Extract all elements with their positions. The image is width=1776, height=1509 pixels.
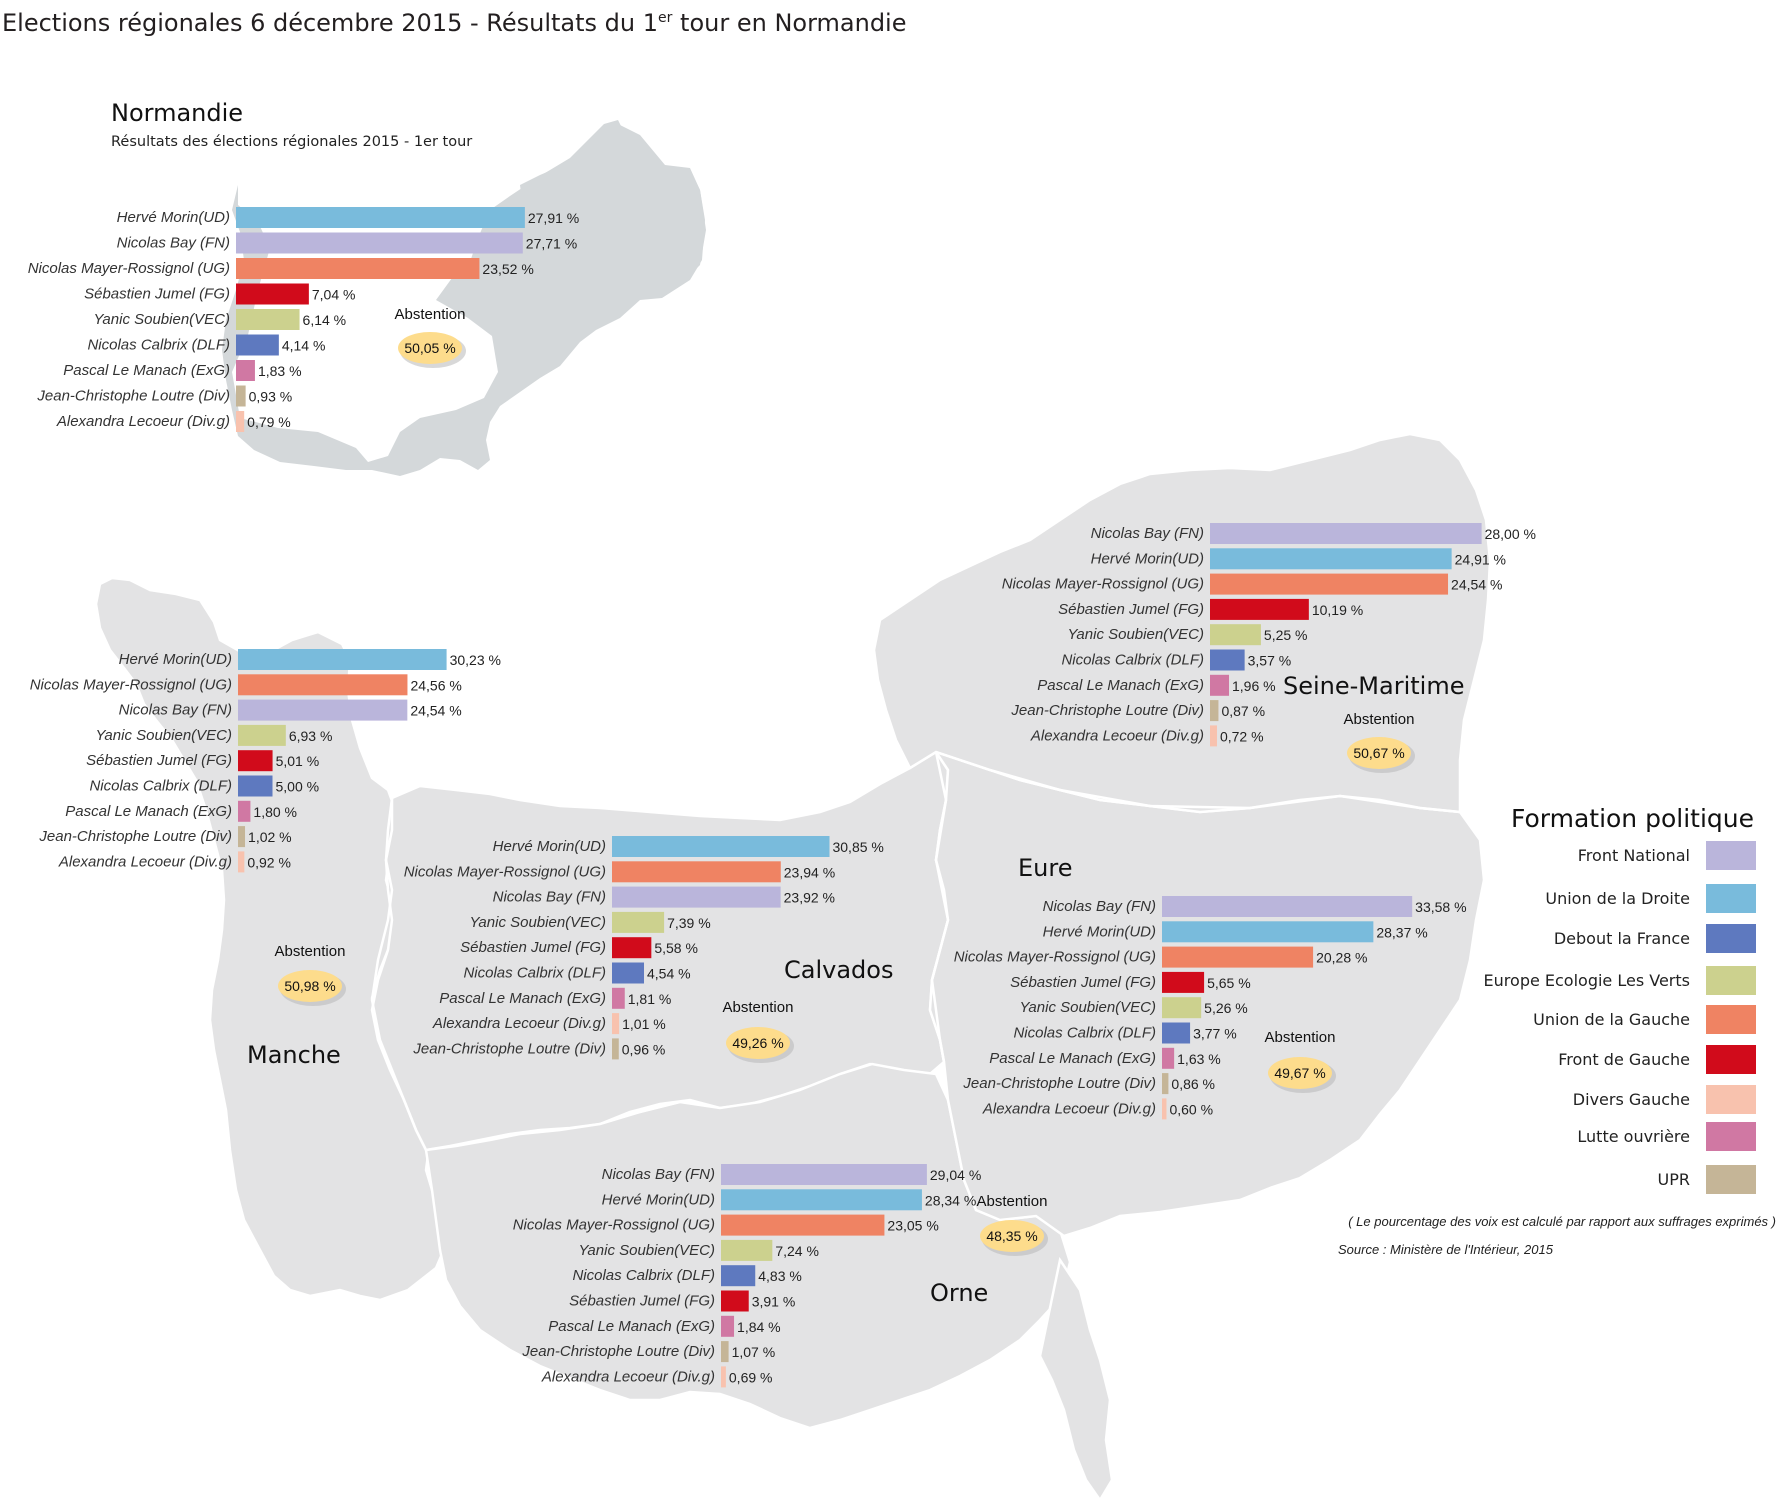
legend-label-front-de-gauche: Front de Gauche <box>1558 1050 1690 1069</box>
candidate-label-eure-2: Nicolas Mayer-Rossignol (UG) <box>953 948 1156 966</box>
bar-orne-nicolas-calbrix-dlf <box>721 1265 755 1286</box>
bar-calvados-nicolas-bay-fn <box>612 887 781 908</box>
value-label-calvados-4: 5,58 % <box>654 940 698 957</box>
bar-manche-alexandra-lecoeur-div-g <box>238 851 244 872</box>
candidate-label-normandie-3: Sébastien Jumel (FG) <box>84 285 230 303</box>
value-label-normandie-5: 4,14 % <box>281 337 326 354</box>
value-label-seine-maritime-6: 1,96 % <box>1232 677 1276 694</box>
bar-eure-nicolas-calbrix-dlf <box>1162 1023 1190 1044</box>
value-label-normandie-6: 1,83 % <box>257 363 302 379</box>
value-label-eure-3: 5,65 % <box>1207 974 1251 991</box>
bar-orne-jean-christophe-loutre-div <box>721 1341 729 1362</box>
candidate-label-normandie-4: Yanic Soubien(VEC) <box>93 311 230 328</box>
value-label-eure-5: 3,77 % <box>1193 1025 1237 1042</box>
value-label-orne-8: 0,69 % <box>728 1369 773 1386</box>
value-label-manche-6: 1,80 % <box>253 803 298 820</box>
value-label-manche-0: 30,23 % <box>449 652 501 668</box>
legend-label-front-national: Front National <box>1577 846 1690 865</box>
candidate-label-orne-8: Alexandra Lecoeur (Div.g) <box>541 1368 715 1386</box>
bar-orne-alexandra-lecoeur-div-g <box>721 1366 726 1387</box>
region-name-calvados: Calvados <box>784 956 894 984</box>
candidate-label-orne-1: Hervé Morin(UD) <box>601 1191 715 1209</box>
bar-calvados-alexandra-lecoeur-div-g <box>612 1013 619 1034</box>
value-label-normandie-1: 27,71 % <box>525 235 578 252</box>
candidate-label-eure-3: Sébastien Jumel (FG) <box>1010 973 1156 991</box>
bar-eure-nicolas-mayer-rossignol-ug <box>1162 947 1313 968</box>
candidate-label-seine-maritime-2: Nicolas Mayer-Rossignol (UG) <box>1001 575 1204 593</box>
candidate-label-manche-2: Nicolas Bay (FN) <box>118 701 232 719</box>
region-name-eure: Eure <box>1018 854 1073 882</box>
legend <box>1484 804 1756 1194</box>
candidate-label-normandie-1: Nicolas Bay (FN) <box>116 234 230 252</box>
value-label-seine-maritime-5: 3,57 % <box>1247 652 1292 669</box>
candidate-label-seine-maritime-6: Pascal Le Manach (ExG) <box>1037 676 1204 694</box>
legend-swatch-europe-ecologie-les-verts <box>1706 966 1756 995</box>
bar-orne-nicolas-mayer-rossignol-ug <box>721 1215 884 1236</box>
bar-eure-yanic-soubien-vec <box>1162 997 1201 1018</box>
value-label-eure-1: 28,37 % <box>1376 924 1428 941</box>
legend-label-union-de-la-droite: Union de la Droite <box>1545 889 1690 908</box>
candidate-label-normandie-5: Nicolas Calbrix (DLF) <box>87 336 230 354</box>
bar-normandie-pascal-le-manach-exg <box>236 360 255 381</box>
candidate-label-calvados-8: Jean-Christophe Loutre (Div) <box>413 1040 606 1058</box>
legend-label-upr: UPR <box>1657 1170 1690 1189</box>
legend-swatch-debout-la-france <box>1706 924 1756 953</box>
value-label-calvados-2: 23,92 % <box>783 889 836 906</box>
bar-calvados-jean-christophe-loutre-div <box>612 1038 619 1059</box>
value-label-orne-0: 29,04 % <box>929 1167 982 1183</box>
legend-label-debout-la-france: Debout la France <box>1553 929 1690 948</box>
legend-label-union-de-la-gauche: Union de la Gauche <box>1533 1010 1690 1029</box>
bar-seine-maritime-herve-morin-ud <box>1210 548 1452 569</box>
value-label-normandie-0: 27,91 % <box>527 210 580 226</box>
bar-manche-yanic-soubien-vec <box>238 725 286 746</box>
candidate-label-normandie-6: Pascal Le Manach (ExG) <box>63 362 230 379</box>
bar-eure-jean-christophe-loutre-div <box>1162 1073 1168 1094</box>
candidate-label-manche-7: Jean-Christophe Loutre (Div) <box>39 828 232 846</box>
bar-normandie-nicolas-mayer-rossignol-ug <box>236 258 479 279</box>
candidate-label-eure-6: Pascal Le Manach (ExG) <box>989 1049 1156 1067</box>
candidate-label-normandie-8: Alexandra Lecoeur (Div.g) <box>56 413 230 430</box>
candidate-label-calvados-0: Hervé Morin(UD) <box>492 838 606 855</box>
value-label-manche-3: 6,93 % <box>288 727 333 744</box>
value-label-eure-6: 1,63 % <box>1177 1050 1221 1067</box>
candidate-label-orne-5: Sébastien Jumel (FG) <box>569 1292 715 1310</box>
value-label-calvados-0: 30,85 % <box>832 839 884 855</box>
value-label-manche-5: 5,00 % <box>275 778 320 795</box>
value-label-seine-maritime-7: 0,87 % <box>1221 703 1266 720</box>
abstention-label-orne: Abstention <box>976 1193 1048 1210</box>
bar-normandie-yanic-soubien-vec <box>236 309 300 330</box>
legend-label-europe-ecologie-les-verts: Europe Ecologie Les Verts <box>1483 971 1690 990</box>
value-label-eure-2: 20,28 % <box>1316 949 1368 966</box>
value-label-orne-7: 1,07 % <box>731 1344 776 1361</box>
bar-calvados-sebastien-jumel-fg <box>612 937 651 958</box>
bar-manche-herve-morin-ud <box>238 649 447 670</box>
candidate-label-orne-4: Nicolas Calbrix (DLF) <box>572 1267 715 1285</box>
value-label-eure-7: 0,86 % <box>1171 1076 1216 1093</box>
abstention-label-eure: Abstention <box>1264 1029 1336 1046</box>
bar-eure-herve-morin-ud <box>1162 921 1373 942</box>
legend-swatch-front-national <box>1706 841 1756 870</box>
bar-seine-maritime-nicolas-mayer-rossignol-ug <box>1210 574 1448 595</box>
bar-orne-sebastien-jumel-fg <box>721 1291 749 1312</box>
bar-manche-pascal-le-manach-exg <box>238 801 250 822</box>
candidate-label-manche-6: Pascal Le Manach (ExG) <box>65 802 232 820</box>
value-label-calvados-8: 0,96 % <box>621 1041 666 1058</box>
legend-label-lutte-ouvriere: Lutte ouvrière <box>1577 1127 1690 1146</box>
legend-swatch-lutte-ouvriere <box>1706 1122 1756 1151</box>
bar-normandie-herve-morin-ud <box>236 207 525 228</box>
value-label-calvados-3: 7,39 % <box>667 914 711 931</box>
abstention-value-normandie: 50,05 % <box>404 340 456 356</box>
value-label-orne-6: 1,84 % <box>737 1318 781 1335</box>
bar-manche-jean-christophe-loutre-div <box>238 826 245 847</box>
value-label-seine-maritime-8: 0,72 % <box>1219 728 1264 745</box>
abstention-value-manche: 50,98 % <box>284 978 336 994</box>
candidate-label-eure-7: Jean-Christophe Loutre (Div) <box>963 1075 1156 1093</box>
bar-manche-nicolas-bay-fn <box>238 700 407 721</box>
value-label-calvados-5: 4,54 % <box>647 965 691 982</box>
candidate-label-eure-8: Alexandra Lecoeur (Div.g) <box>982 1100 1156 1118</box>
value-label-manche-2: 24,54 % <box>410 702 462 719</box>
bar-calvados-pascal-le-manach-exg <box>612 988 625 1009</box>
main-title: Elections régionales 6 décembre 2015 - Résultats du 1er tour en Normandie <box>2 9 907 37</box>
bar-seine-maritime-alexandra-lecoeur-div-g <box>1210 725 1217 746</box>
value-label-orne-3: 7,24 % <box>775 1242 819 1259</box>
candidate-label-normandie-2: Nicolas Mayer-Rossignol (UG) <box>27 260 230 277</box>
normandie-subtitle: Résultats des élections régionales 2015 - 1er tour <box>111 134 473 150</box>
bar-seine-maritime-yanic-soubien-vec <box>1210 624 1261 645</box>
candidate-label-seine-maritime-1: Hervé Morin(UD) <box>1090 550 1204 568</box>
normandie-title: Normandie <box>111 99 244 127</box>
candidate-label-calvados-4: Sébastien Jumel (FG) <box>460 939 606 957</box>
value-label-eure-0: 33,58 % <box>1415 899 1467 915</box>
bar-calvados-herve-morin-ud <box>612 836 829 857</box>
candidate-label-orne-2: Nicolas Mayer-Rossignol (UG) <box>512 1216 715 1234</box>
value-label-eure-4: 5,26 % <box>1204 1000 1248 1017</box>
region-name-seine-maritime: Seine-Maritime <box>1283 672 1465 700</box>
candidate-label-seine-maritime-4: Yanic Soubien(VEC) <box>1067 626 1204 644</box>
bar-eure-nicolas-bay-fn <box>1162 896 1412 917</box>
legend-swatch-union-de-la-droite <box>1706 884 1756 913</box>
legend-swatch-union-de-la-gauche <box>1706 1005 1756 1034</box>
value-label-orne-4: 4,83 % <box>758 1268 802 1285</box>
candidate-label-manche-3: Yanic Soubien(VEC) <box>95 726 232 744</box>
candidate-label-manche-4: Sébastien Jumel (FG) <box>86 752 232 770</box>
value-label-calvados-7: 1,01 % <box>622 1016 666 1033</box>
candidate-label-calvados-1: Nicolas Mayer-Rossignol (UG) <box>403 863 606 881</box>
abstention-label-seine-maritime: Abstention <box>1343 711 1415 728</box>
bar-calvados-nicolas-mayer-rossignol-ug <box>612 861 781 882</box>
bar-manche-nicolas-calbrix-dlf <box>238 776 273 797</box>
legend-swatch-front-de-gauche <box>1706 1045 1756 1074</box>
region-name-manche: Manche <box>247 1041 341 1069</box>
candidate-label-seine-maritime-5: Nicolas Calbrix (DLF) <box>1061 651 1204 669</box>
value-label-normandie-2: 23,52 % <box>482 261 534 277</box>
bar-orne-nicolas-bay-fn <box>721 1164 927 1185</box>
bar-eure-alexandra-lecoeur-div-g <box>1162 1098 1166 1119</box>
value-label-seine-maritime-3: 10,19 % <box>1311 601 1364 618</box>
value-label-orne-2: 23,05 % <box>887 1217 939 1234</box>
bar-normandie-alexandra-lecoeur-div-g <box>236 411 244 432</box>
value-label-manche-8: 0,92 % <box>247 854 291 871</box>
bar-seine-maritime-jean-christophe-loutre-div <box>1210 700 1218 721</box>
candidate-label-normandie-0: Hervé Morin(UD) <box>116 209 230 226</box>
candidate-label-calvados-3: Yanic Soubien(VEC) <box>469 913 606 931</box>
bar-orne-yanic-soubien-vec <box>721 1240 772 1261</box>
bar-normandie-nicolas-bay-fn <box>236 233 523 254</box>
bar-normandie-sebastien-jumel-fg <box>236 284 309 305</box>
bar-seine-maritime-nicolas-calbrix-dlf <box>1210 650 1245 671</box>
abstention-value-calvados: 49,26 % <box>732 1035 784 1051</box>
abstention-label-normandie: Abstention <box>394 306 466 323</box>
value-label-manche-1: 24,56 % <box>410 677 462 694</box>
value-label-normandie-4: 6,14 % <box>302 312 347 328</box>
value-label-orne-1: 28,34 % <box>924 1192 977 1209</box>
bar-manche-nicolas-mayer-rossignol-ug <box>238 674 407 695</box>
bar-seine-maritime-sebastien-jumel-fg <box>1210 599 1309 620</box>
value-label-manche-7: 1,02 % <box>248 829 292 846</box>
bar-orne-pascal-le-manach-exg <box>721 1316 734 1337</box>
value-label-orne-5: 3,91 % <box>751 1293 796 1310</box>
legend-swatch-upr <box>1706 1165 1756 1194</box>
method-note: ( Le pourcentage des voix est calculé par rapport aux suffrages exprimés ) <box>1348 1214 1776 1229</box>
bar-seine-maritime-nicolas-bay-fn <box>1210 523 1482 544</box>
map-eure <box>930 752 1484 1236</box>
bar-eure-pascal-le-manach-exg <box>1162 1048 1174 1069</box>
value-label-calvados-1: 23,94 % <box>783 864 836 881</box>
candidate-label-calvados-7: Alexandra Lecoeur (Div.g) <box>432 1015 606 1033</box>
legend-label-divers-gauche: Divers Gauche <box>1572 1090 1690 1109</box>
candidate-label-manche-1: Nicolas Mayer-Rossignol (UG) <box>29 676 232 694</box>
candidate-label-manche-0: Hervé Morin(UD) <box>118 651 232 668</box>
bar-manche-sebastien-jumel-fg <box>238 750 273 771</box>
bar-calvados-nicolas-calbrix-dlf <box>612 963 644 984</box>
legend-title: Formation politique <box>1510 804 1754 833</box>
bar-normandie-jean-christophe-loutre-div <box>236 386 246 407</box>
candidate-label-calvados-5: Nicolas Calbrix (DLF) <box>463 964 606 982</box>
value-label-calvados-6: 1,81 % <box>627 990 672 1007</box>
value-label-seine-maritime-1: 24,91 % <box>1454 551 1507 568</box>
candidate-label-eure-0: Nicolas Bay (FN) <box>1042 898 1156 915</box>
candidate-label-eure-1: Hervé Morin(UD) <box>1042 923 1156 941</box>
candidate-label-orne-7: Jean-Christophe Loutre (Div) <box>522 1343 715 1361</box>
legend-swatch-divers-gauche <box>1706 1085 1756 1114</box>
value-label-normandie-3: 7,04 % <box>311 286 356 303</box>
candidate-label-manche-8: Alexandra Lecoeur (Div.g) <box>58 853 232 871</box>
value-label-seine-maritime-0: 28,00 % <box>1484 526 1536 542</box>
abstention-label-calvados: Abstention <box>722 999 794 1016</box>
value-label-normandie-8: 0,79 % <box>247 414 291 430</box>
candidate-label-seine-maritime-0: Nicolas Bay (FN) <box>1090 525 1204 542</box>
candidate-label-seine-maritime-7: Jean-Christophe Loutre (Div) <box>1011 702 1204 720</box>
candidate-label-normandie-7: Jean-Christophe Loutre (Div) <box>37 387 230 405</box>
bar-normandie-nicolas-calbrix-dlf <box>236 335 279 356</box>
value-label-eure-8: 0,60 % <box>1169 1101 1214 1118</box>
candidate-label-manche-5: Nicolas Calbrix (DLF) <box>89 777 232 795</box>
abstention-value-seine-maritime: 50,67 % <box>1353 745 1405 761</box>
bar-eure-sebastien-jumel-fg <box>1162 972 1204 993</box>
bar-orne-herve-morin-ud <box>721 1189 922 1210</box>
value-label-seine-maritime-2: 24,54 % <box>1451 576 1503 593</box>
abstention-value-eure: 49,67 % <box>1274 1065 1326 1081</box>
abstention-label-manche: Abstention <box>274 943 346 960</box>
value-label-normandie-7: 0,93 % <box>248 388 293 405</box>
candidate-label-seine-maritime-8: Alexandra Lecoeur (Div.g) <box>1030 727 1204 745</box>
candidate-label-calvados-2: Nicolas Bay (FN) <box>492 888 606 906</box>
region-name-orne: Orne <box>930 1279 989 1307</box>
abstention-value-orne: 48,35 % <box>986 1228 1038 1244</box>
candidate-label-eure-5: Nicolas Calbrix (DLF) <box>1013 1024 1156 1042</box>
source-note: Source : Ministère de l'Intérieur, 2015 <box>1338 1242 1553 1257</box>
candidate-label-calvados-6: Pascal Le Manach (ExG) <box>439 989 606 1007</box>
value-label-manche-4: 5,01 % <box>275 753 320 770</box>
candidate-label-orne-0: Nicolas Bay (FN) <box>601 1166 715 1183</box>
candidate-label-eure-4: Yanic Soubien(VEC) <box>1019 999 1156 1017</box>
candidate-label-orne-3: Yanic Soubien(VEC) <box>578 1241 715 1259</box>
bar-seine-maritime-pascal-le-manach-exg <box>1210 675 1229 696</box>
value-label-seine-maritime-4: 5,25 % <box>1263 627 1308 644</box>
candidate-label-orne-6: Pascal Le Manach (ExG) <box>548 1317 715 1335</box>
candidate-label-seine-maritime-3: Sébastien Jumel (FG) <box>1058 600 1204 618</box>
bar-calvados-yanic-soubien-vec <box>612 912 664 933</box>
